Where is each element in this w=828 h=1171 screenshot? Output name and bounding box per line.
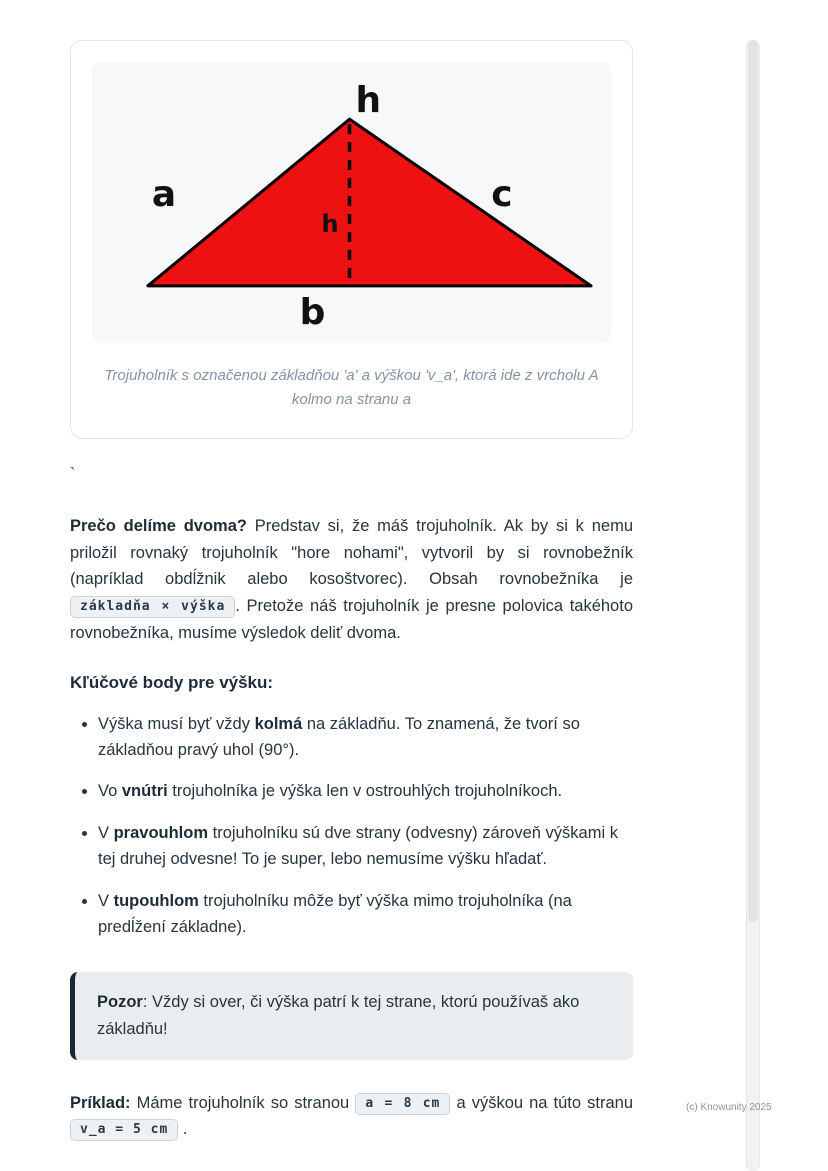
list-item [98,778,633,804]
list-item-bold: pravouhlom [113,823,209,842]
paragraph-text: . Pretože náš trojuholník je presne polovica takéhoto rovnobežníka, musíme výsledok deliť dvoma. [70,597,633,642]
list-item-bold: kolmá [254,714,303,733]
paragraph-text: Predstav si, že máš trojuholník. Ak by si k nemu priložil rovnaký trojuholník "hore nohami", vytvoril by si rovnobežník (napríklad obdĺžnik alebo kosoštvorec). Obsah rovnobežníka je [70,517,633,589]
label-apex-h: h [355,80,382,122]
paragraph-text: Máme trojuholník so stranou [130,1093,356,1112]
list-item-text: V [98,823,114,842]
list-item-bold: tupouhlom [113,891,199,910]
paragraph-example [70,1090,633,1143]
paragraph-lead-bold: Prečo delíme dvoma? [70,517,247,535]
list-item-bold: vnútri [121,782,168,801]
list-item [98,888,633,941]
paragraph-why-divide [70,513,633,647]
footer-credit: (c) Knowunity 2025 [686,1102,772,1113]
label-side-a: a [151,173,177,215]
example-lead-bold: Príklad: [70,1093,131,1112]
paragraph-text: a výškou na túto stranu [450,1093,633,1112]
scrollbar[interactable] [746,40,760,1171]
label-base-b: b [299,291,326,333]
section-heading-key-points: Kľúčové body pre výšku: [70,672,274,692]
callout-warning [70,972,633,1059]
list-item-text: Vo [98,782,122,801]
document-content [70,40,633,1143]
figure-caption: Trojuholník s označenou základňou 'a' a výškou 'v_a', ktorá ide z vrcholu A kolmo na stranu a [104,367,599,408]
label-side-c: c [491,173,513,215]
triangle-diagram [92,62,611,342]
paragraph-text: . [178,1120,188,1139]
callout-bold: Pozor [97,993,143,1012]
triangle-image [92,62,611,342]
inline-code-height-va: v_a = 5 cm [70,1119,178,1141]
list-item-text: na základňu. To znamená, že tvorí so základňou pravý uhol (90°). [98,714,580,759]
inline-code-formula: základňa × výška [70,596,235,618]
list-item [98,711,633,764]
scrollbar-thumb[interactable] [748,40,758,922]
key-points-list [70,711,633,941]
list-item [98,820,633,873]
callout-body: : Vždy si over, či výška patrí k tej strane, ktorú používaš ako základňu! [97,993,580,1039]
list-item-text: trojuholníku môže byť výška mimo trojuholníka (na predĺžení základne). [98,891,572,936]
list-item-text: trojuholníku sú dve strany (odvesny) zároveň výškami k tej druhej odvesne! To je super, lebo nemusíme výšku hľadať. [98,823,618,869]
callout-text [97,989,611,1042]
figure-card [70,40,633,439]
label-height-h: h [321,209,339,238]
inline-code-side-a: a = 8 cm [355,1093,450,1115]
stray-backtick: ` [70,466,76,483]
list-item-text: Výška musí byť vždy [98,714,255,733]
triangle-shape [148,119,591,286]
list-item-text: trojuholníka je výška len v ostrouhlých trojuholníkoch. [167,782,563,801]
list-item-text: V [98,891,114,910]
